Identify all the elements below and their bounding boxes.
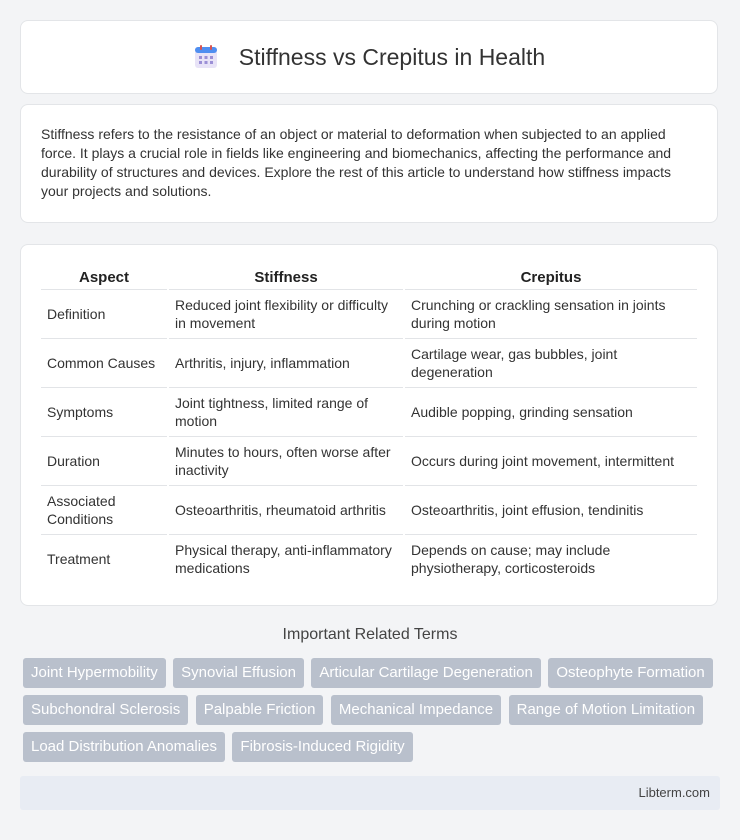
- cell-crepitus: Osteoarthritis, joint effusion, tendinitis: [405, 485, 697, 534]
- header-stiffness: Stiffness: [254, 269, 318, 286]
- comparison-table-card: [20, 244, 718, 606]
- footer-site-link[interactable]: Libterm.com: [638, 785, 710, 800]
- related-terms-list: [23, 658, 723, 769]
- table-row: [41, 387, 697, 436]
- calendar-icon: [193, 44, 219, 70]
- cell-aspect: Associated Conditions: [41, 485, 167, 534]
- table-row: [41, 485, 697, 534]
- cell-stiffness: Physical therapy, anti-inflammatory medications: [169, 534, 403, 583]
- term-tag[interactable]: Palpable Friction: [196, 695, 324, 725]
- cell-stiffness: Arthritis, injury, inflammation: [169, 338, 403, 387]
- footer: [20, 776, 720, 810]
- term-tag[interactable]: Subchondral Sclerosis: [23, 695, 188, 725]
- cell-crepitus: Cartilage wear, gas bubbles, joint degeneration: [405, 338, 697, 387]
- term-tag[interactable]: Range of Motion Limitation: [509, 695, 703, 725]
- comparison-table: [39, 265, 699, 583]
- term-tag[interactable]: Mechanical Impedance: [331, 695, 501, 725]
- cell-aspect: Duration: [41, 436, 167, 485]
- term-tag[interactable]: Joint Hypermobility: [23, 658, 166, 688]
- related-terms-title: Important Related Terms: [282, 626, 458, 643]
- table-row: [41, 436, 697, 485]
- cell-aspect: Definition: [41, 289, 167, 338]
- header-crepitus: Crepitus: [520, 269, 582, 286]
- table-row: [41, 338, 697, 387]
- cell-aspect: Symptoms: [41, 387, 167, 436]
- intro-card: [20, 104, 718, 223]
- term-tag[interactable]: Synovial Effusion: [173, 658, 304, 688]
- cell-aspect: Common Causes: [41, 338, 167, 387]
- page-title: Stiffness vs Crepitus in Health: [238, 43, 546, 70]
- cell-crepitus: Crunching or crackling sensation in joints during motion: [405, 289, 697, 338]
- cell-aspect: Treatment: [41, 534, 167, 583]
- cell-stiffness: Minutes to hours, often worse after inactivity: [169, 436, 403, 485]
- table-row: [41, 289, 697, 338]
- cell-crepitus: Audible popping, grinding sensation: [405, 387, 697, 436]
- term-tag[interactable]: Articular Cartilage Degeneration: [311, 658, 540, 688]
- term-tag[interactable]: Fibrosis-Induced Rigidity: [232, 732, 412, 762]
- cell-crepitus: Occurs during joint movement, intermittent: [405, 436, 697, 485]
- header-aspect: Aspect: [78, 269, 130, 286]
- term-tag[interactable]: Load Distribution Anomalies: [23, 732, 225, 762]
- table-row: [41, 534, 697, 583]
- cell-stiffness: Reduced joint flexibility or difficulty in movement: [169, 289, 403, 338]
- header-card: [20, 20, 718, 94]
- cell-stiffness: Joint tightness, limited range of motion: [169, 387, 403, 436]
- cell-stiffness: Osteoarthritis, rheumatoid arthritis: [169, 485, 403, 534]
- intro-text: Stiffness refers to the resistance of an object or material to deformation when subjected to an applied force. It plays a crucial role in fields like engineering and biomechanics, affecting the performance and durability of structures and devices. Explore the rest of this article to understand how stiffness impacts your projects and solutions.: [41, 126, 672, 199]
- term-tag[interactable]: Osteophyte Formation: [548, 658, 712, 688]
- cell-crepitus: Depends on cause; may include physiotherapy, corticosteroids: [405, 534, 697, 583]
